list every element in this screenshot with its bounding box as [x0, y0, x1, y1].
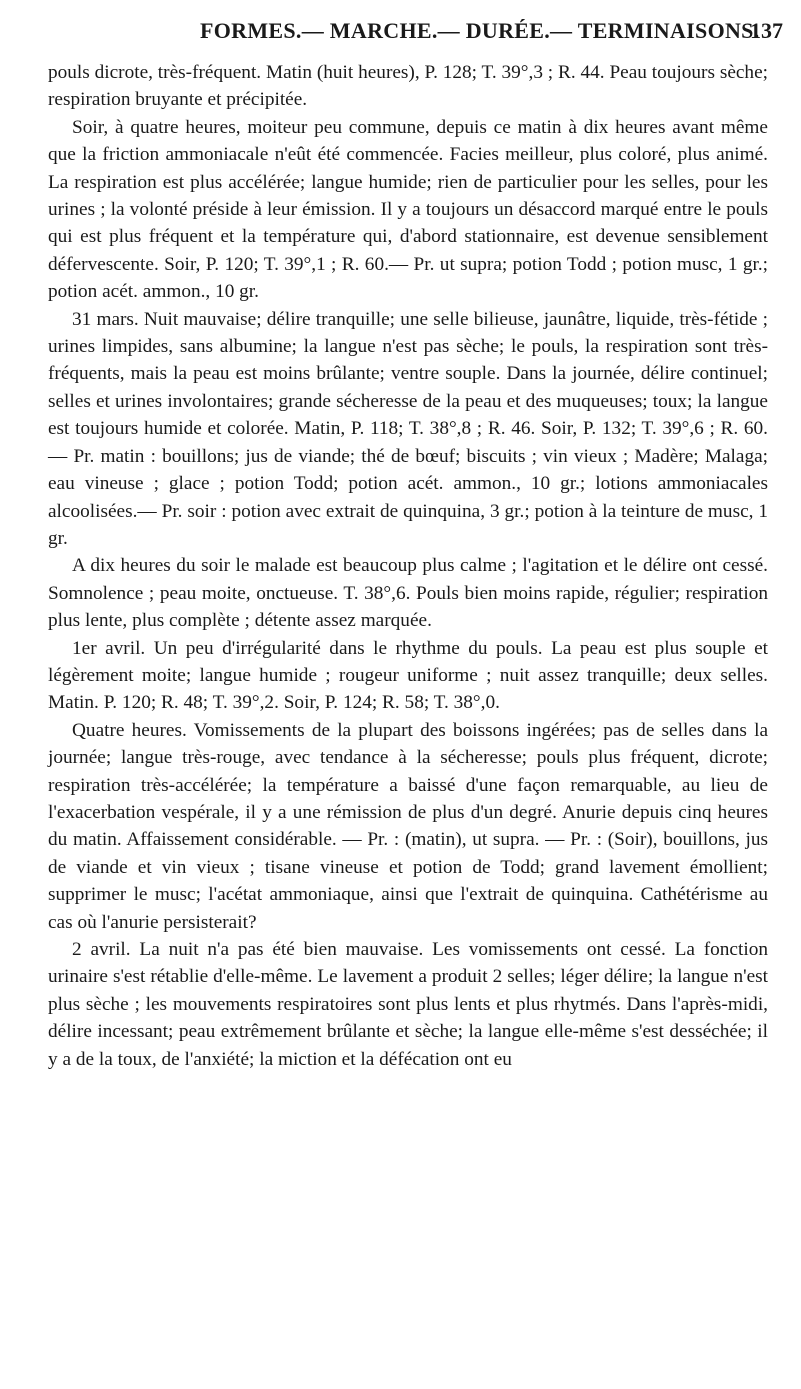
page-number: 137: [750, 18, 783, 43]
paragraph-soir-quatre-heures: Soir, à quatre heures, moiteur peu commune, depuis ce matin à dix heures avant même que la friction ammoniacale n'eût été commencée. Facies meilleur, plus coloré, plus animé. La respiration est plus accélérée; langue humide; rien de particulier pour les selles, pour les urines ; la volonté préside à leur émission. Il y a toujours un désaccord marqué entre le pouls qui est plus fréquent et la température qui, d'abord stationnaire, est devenue sensiblement défervescente. Soir, P. 120; T. 39°,1 ; R. 60.— Pr. ut supra; potion Todd ; potion musc, 1 gr.; potion acét. ammon., 10 gr.: [48, 116, 768, 303]
paragraph-continuation: pouls dicrote, très-fréquent. Matin (huit heures), P. 128; T. 39°,3 ; R. 44. Peau toujours sèche; respiration bruyante et précipitée.: [48, 62, 768, 111]
paragraph-dix-heures-du-soir: A dix heures du soir le malade est beaucoup plus calme ; l'agitation et le délire ont cessé. Somnolence ; peau moite, onctueuse. T. 38°,6. Pouls bien moins rapide, régulier; respiration plus lente, plus complète ; détente assez marquée.: [48, 555, 768, 632]
body-text: [48, 59, 768, 1073]
paragraph-2-avril: 2 avril. La nuit n'a pas été bien mauvaise. Les vomissements ont cessé. La fonction urinaire s'est rétablie d'elle-même. Le lavement a produit 2 selles; léger délire; la langue n'est plus sèche ; les mouvements respiratoires sont plus lents et plus rhytmés. Dans l'après-midi, délire incessant; peau extrêmement brûlante et sèche; la langue elle-même s'est desséchée; il y a de la toux, de l'anxiété; la miction et la défécation ont eu: [48, 939, 768, 1070]
paragraph-quatre-heures: Quatre heures. Vomissements de la plupart des boissons ingérées; pas de selles dans la journée; langue très-rouge, avec tendance à la sécheresse; pouls plus fréquent, dicrote; respiration très-accélérée; la température a baissé d'une façon remarquable, au lieu de l'exacerbation vespérale, il y a une rémission de plus d'un degré. Anurie depuis cinq heures du matin. Affaissement considérable. — Pr. : (matin), ut supra. — Pr. : (Soir), bouillons, jus de viande et vin vieux ; tisane vineuse et potion de Todd; grand lavement émollient; supprimer le musc; l'acétat ammoniaque, ainsi que l'extrait de quinquina. Cathétérisme au cas où l'anurie persisterait?: [48, 719, 768, 933]
running-title: FORMES.— MARCHE.— DURÉE.— TERMINAISONS.: [200, 18, 760, 43]
paragraph-31-mars: 31 mars. Nuit mauvaise; délire tranquille; une selle bilieuse, jaunâtre, liquide, très-fétide ; urines limpides, sans albumine; la langue n'est pas sèche; le pouls, la respiration sont très-fréquents, mais la peau est moins brûlante; ventre souple. Dans la journée, délire continuel; selles et urines involontaires; grande sécheresse de la peau et des muqueuses; toux; la langue est toujours humide et colorée. Matin, P. 118; T. 38°,8 ; R. 46. Soir, P. 132; T. 39°,6 ; R. 60. — Pr. matin : bouillons; jus de viande; thé de bœuf; biscuits ; vin vieux ; Madère; Malaga; eau vineuse ; glace ; potion Todd; potion acét. ammon., 10 gr.; lotions ammoniacales alcoolisées.— Pr. soir : potion avec extrait de quinquina, 3 gr.; potion à la teinture de musc, 1 gr.: [48, 308, 768, 549]
running-head: [0, 18, 801, 54]
paragraph-1er-avril: 1er avril. Un peu d'irrégularité dans le rhythme du pouls. La peau est plus souple et légèrement moite; langue humide ; rougeur uniforme ; nuit assez tranquille; deux selles. Matin. P. 120; R. 48; T. 39°,2. Soir, P. 124; R. 58; T. 38°,0.: [48, 637, 768, 714]
